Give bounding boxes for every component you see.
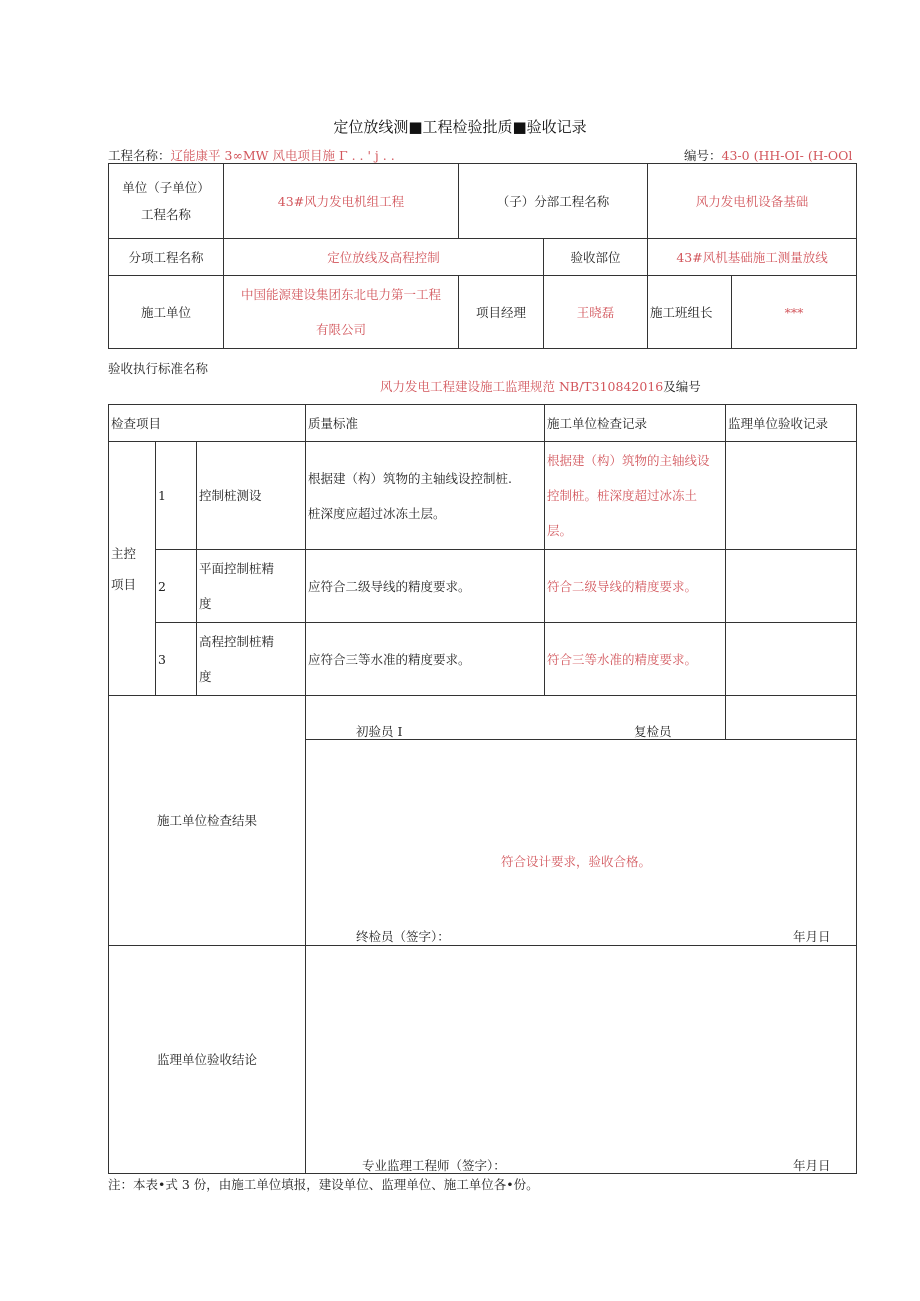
row-record-line-1: 根据建（构）筑物的主轴线设 <box>547 453 710 468</box>
pm-value: 王晓磊 <box>544 276 648 349</box>
row-standard: 应符合二级导线的精度要求。 <box>306 550 545 623</box>
unit-name-value: 43#风力发电机组工程 <box>224 164 459 239</box>
row-supervisor-record <box>726 550 857 623</box>
footnote: 注：本表•式 3 份，由施工单位填报，建设单位、监理单位、施工单位各•份。 <box>108 1177 539 1192</box>
row-no: 3 <box>156 623 197 696</box>
page-title: 定位放线测■工程检验批质■验收记录 <box>333 118 587 136</box>
table-row <box>109 623 857 696</box>
unit-label-line-1: 单位（子单位） <box>122 180 210 195</box>
row-name-line-1: 平面控制桩精 <box>199 561 275 576</box>
sub-project-value: 风力发电机设备基础 <box>648 164 857 239</box>
row-name <box>197 623 306 696</box>
result-label: 施工单位检查结果 <box>109 696 306 946</box>
row-standard: 应符合三等水准的精度要求。 <box>306 623 545 696</box>
final-inspector: 终检员（签字）： <box>356 929 450 944</box>
result-conclusion: 符合设计要求，验收合格。 <box>501 854 652 869</box>
standard-value: 风力发电工程建设施工监理规范 NB/T310842016 <box>380 379 664 394</box>
contractor-label: 施工单位 <box>109 276 224 349</box>
sub-project-label: （子）分部工程名称 <box>459 164 648 239</box>
part-label: 验收部位 <box>544 239 648 276</box>
row-record <box>545 442 726 550</box>
row-name-line-2: 度 <box>199 596 212 611</box>
standard-suffix: 及编号 <box>663 379 701 394</box>
standard-label: 验收执行标准名称 <box>108 361 209 376</box>
supervision-cell <box>306 946 857 1174</box>
row-standard <box>306 442 545 550</box>
project-name <box>108 146 395 164</box>
main-control-label <box>109 442 156 696</box>
supervision-label: 监理单位验收结论 <box>109 946 306 1174</box>
contractor-value-line-1: 中国能源建设集团东北电力第一工程 <box>240 287 441 302</box>
re-inspector: 复检员 <box>634 724 672 739</box>
result-date: 年月日 <box>793 929 831 944</box>
contractor-value <box>224 276 459 349</box>
col-contractor-header: 施工单位检查记录 <box>545 405 726 442</box>
leader-value: *** <box>732 276 857 349</box>
row-no: 2 <box>156 550 197 623</box>
row-supervisor-record <box>726 623 857 696</box>
main-control-line-1: 主控 <box>111 545 137 561</box>
inspector-blank <box>726 696 857 740</box>
row-name: 控制桩测设 <box>197 442 306 550</box>
contractor-value-line-2: 有限公司 <box>315 322 366 337</box>
col-quality-header: 质量标准 <box>306 405 545 442</box>
supervision-date: 年月日 <box>793 1158 831 1173</box>
table-row <box>109 550 857 623</box>
result-cell <box>306 740 857 946</box>
row-standard-line-1: 根据建（构）筑物的主轴线设控制桩. <box>308 470 513 486</box>
leader-label: 施工班组长 <box>648 276 732 349</box>
project-label: 工程名称： <box>108 148 171 163</box>
standard-row <box>380 377 701 395</box>
first-inspector: 初验员 I <box>356 724 403 739</box>
row-record-line-2: 控制桩。桩深度超过冰冻土 <box>547 488 698 503</box>
part-value: 43#风机基础施工测量放线 <box>648 239 857 276</box>
project-value: 辽能康平 3∞MW 风电项目施 Γ . . ' j . . <box>170 148 395 163</box>
row-record-line-3: 层。 <box>547 523 573 538</box>
code-value: 43-0 (HH-OI- (H-OOl <box>721 148 853 163</box>
col-item-header: 检查项目 <box>109 405 306 442</box>
row-name <box>197 550 306 623</box>
table-row <box>109 442 857 550</box>
row-name-line-2: 度 <box>199 669 212 684</box>
item-name-label: 分项工程名称 <box>109 239 224 276</box>
pm-label: 项目经理 <box>459 276 544 349</box>
row-no: 1 <box>156 442 197 550</box>
unit-label-line-2: 工程名称 <box>140 207 191 222</box>
row-name-line-1: 高程控制桩精 <box>199 634 275 649</box>
inspector-cell <box>306 696 726 740</box>
inspection-table <box>108 404 857 1174</box>
record-code <box>684 146 852 164</box>
main-control-line-2: 项目 <box>111 576 137 592</box>
row-supervisor-record <box>726 442 857 550</box>
row-standard-line-2: 桩深度应超过冰冻土层。 <box>308 505 446 521</box>
unit-name-label <box>109 164 224 239</box>
row-record: 符合三等水准的精度要求。 <box>545 623 726 696</box>
code-label: 编号： <box>684 148 722 163</box>
row-record: 符合二级导线的精度要求。 <box>545 550 726 623</box>
col-supervisor-header: 监理单位验收记录 <box>726 405 857 442</box>
supervision-engineer: 专业监理工程师（签字）： <box>362 1158 506 1173</box>
header-table <box>108 163 857 349</box>
item-name-value: 定位放线及高程控制 <box>224 239 544 276</box>
